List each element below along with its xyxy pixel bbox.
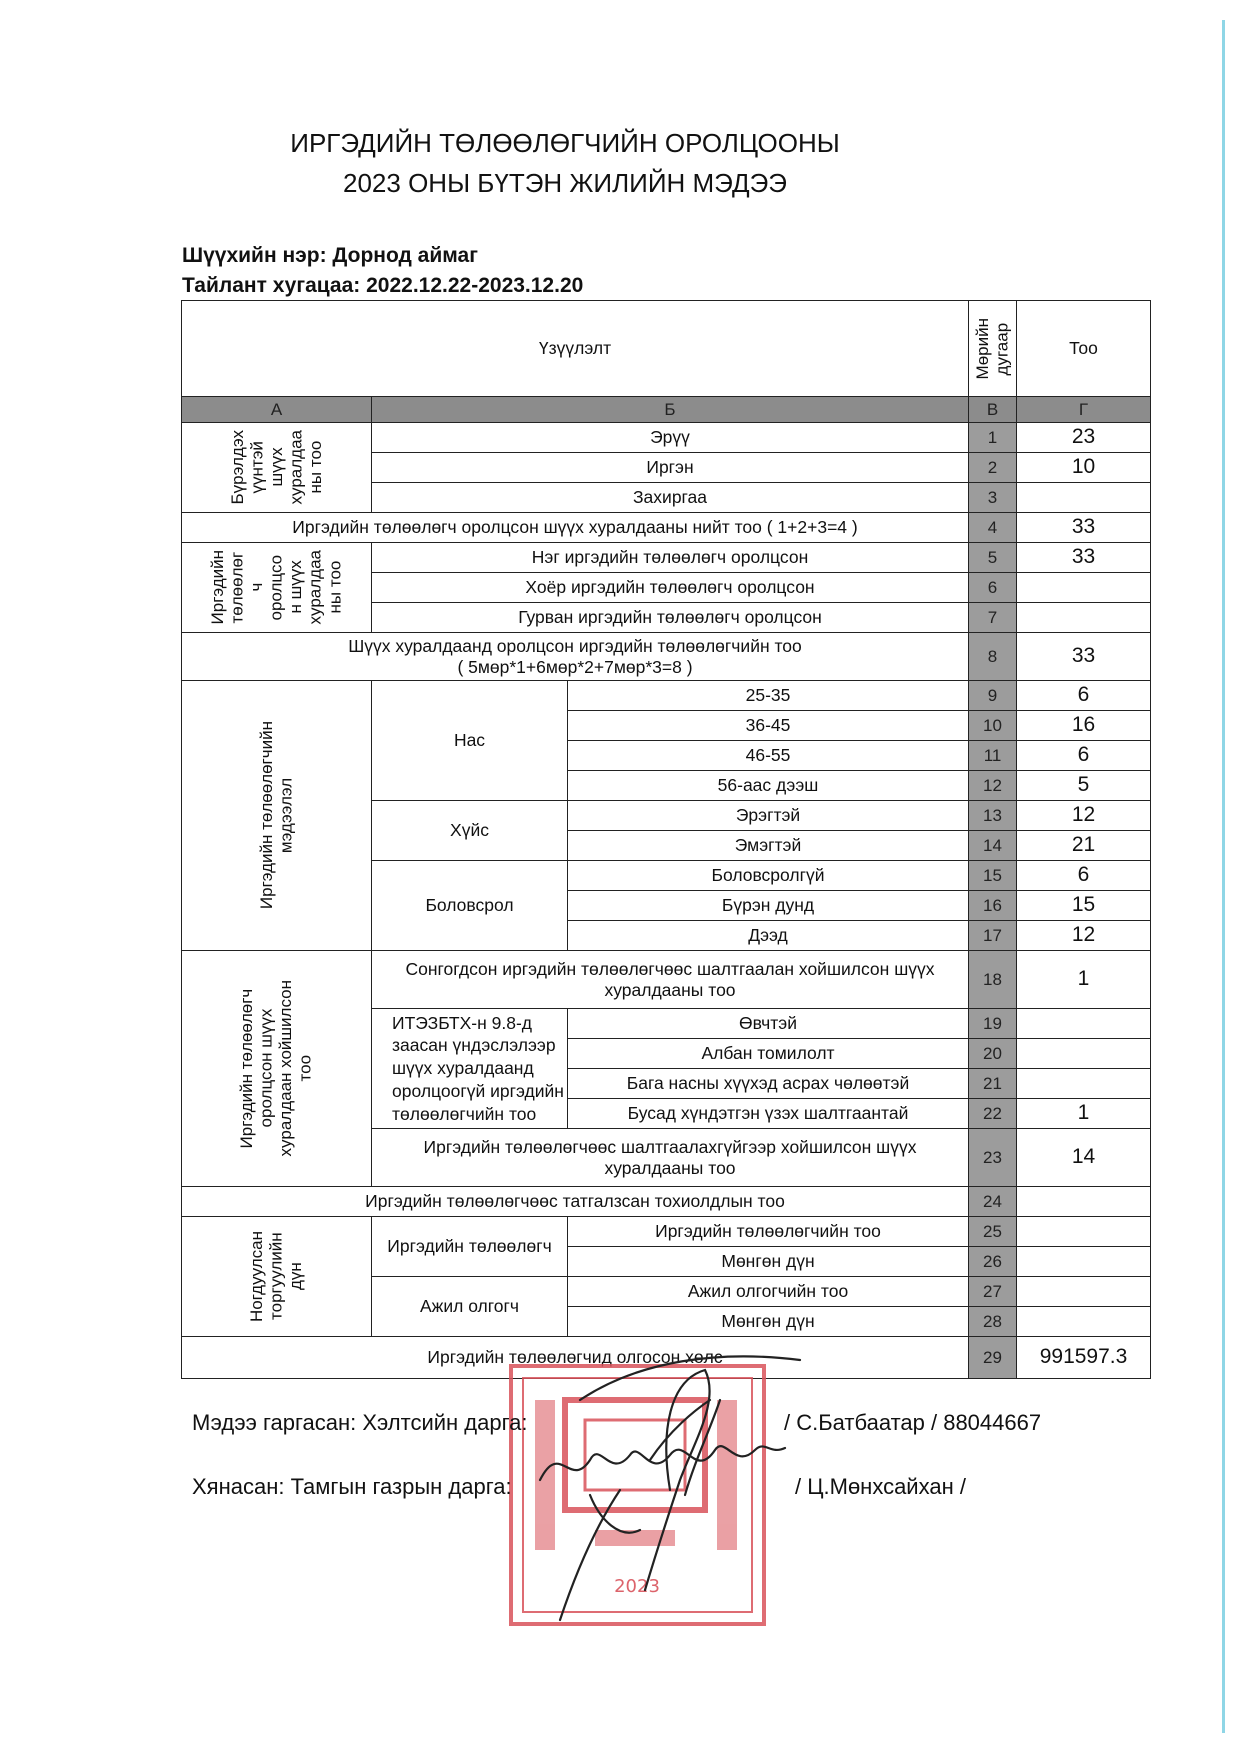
row-label: Иргэдийн төлөөлөгч оролцсон шүүх хуралдааны нийт тоо ( 1+2+3=4 ) bbox=[182, 513, 969, 543]
letter-g: Г bbox=[1017, 397, 1151, 423]
row-label: Сонгогдсон иргэдийн төлөөлөгчөөс шалтгаалан хойшилсон шүүх хуралдааны тоо bbox=[372, 951, 969, 1009]
row-value: 16 bbox=[1017, 711, 1151, 741]
reported-by-name: / С.Батбаатар / 88044667 bbox=[784, 1410, 1042, 1435]
row-number: 25 bbox=[969, 1217, 1017, 1247]
report-period: Тайлант хугацаа: 2022.12.22-2023.12.20 bbox=[182, 274, 584, 297]
reported-by-label: Мэдээ гаргасан: Хэлтсийн дарга: bbox=[192, 1410, 528, 1435]
row-value bbox=[1017, 1217, 1151, 1247]
table-row bbox=[182, 1217, 1151, 1247]
row-label: Захиргаа bbox=[372, 483, 969, 513]
letter-v: В bbox=[969, 397, 1017, 423]
table-row bbox=[182, 681, 1151, 711]
row-value: 14 bbox=[1017, 1129, 1151, 1187]
row-label: Өвчтэй bbox=[568, 1009, 969, 1039]
row-number: 12 bbox=[969, 771, 1017, 801]
row-number: 6 bbox=[969, 573, 1017, 603]
row-number: 16 bbox=[969, 891, 1017, 921]
row-number: 8 bbox=[969, 633, 1017, 681]
report-table bbox=[181, 300, 1151, 1379]
row-value: 15 bbox=[1017, 891, 1151, 921]
row-value bbox=[1017, 483, 1151, 513]
table-row bbox=[182, 633, 1151, 681]
subgroup-employer: Ажил олгогч bbox=[372, 1277, 568, 1337]
row-value: 6 bbox=[1017, 741, 1151, 771]
svg-text:2023: 2023 bbox=[614, 1576, 660, 1597]
group-label: Иргэдийн төлөөлөг ч оролцсо н шүүх хуралдаа ны тоо bbox=[182, 543, 372, 633]
row-label: Иргэдийн төлөөлөгчид олгосон хөлс bbox=[182, 1337, 969, 1379]
table-row bbox=[182, 951, 1151, 1009]
table-header-row bbox=[182, 301, 1151, 397]
row-label: Эрүү bbox=[372, 423, 969, 453]
row-value: 23 bbox=[1017, 423, 1151, 453]
row-label: Иргэн bbox=[372, 453, 969, 483]
row-label: Хоёр иргэдийн төлөөлөгч оролцсон bbox=[372, 573, 969, 603]
row-label: Гурван иргэдийн төлөөлөгч оролцсон bbox=[372, 603, 969, 633]
reviewed-by-name: / Ц.Мөнхсайхан / bbox=[795, 1474, 966, 1499]
letter-a: А bbox=[182, 397, 372, 423]
row-number: 20 bbox=[969, 1039, 1017, 1069]
row-label: Иргэдийн төлөөлөгчийн тоо bbox=[568, 1217, 969, 1247]
row-value bbox=[1017, 1277, 1151, 1307]
subgroup-gender: Хүйс bbox=[372, 801, 568, 861]
row-number: 9 bbox=[969, 681, 1017, 711]
row-number: 4 bbox=[969, 513, 1017, 543]
row-label: Эмэгтэй bbox=[568, 831, 969, 861]
row-number: 11 bbox=[969, 741, 1017, 771]
row-value: 991597.3 bbox=[1017, 1337, 1151, 1379]
row-number: 15 bbox=[969, 861, 1017, 891]
subgroup-representative: Иргэдийн төлөөлөгч bbox=[372, 1217, 568, 1277]
row-value bbox=[1017, 1069, 1151, 1099]
header-indicator: Үзүүлэлт bbox=[182, 301, 969, 397]
group-label: Иргэдийн төлөөлөгч оролцсон шүүх хуралдаан хойшилсон тоо bbox=[182, 951, 372, 1187]
row-number: 14 bbox=[969, 831, 1017, 861]
row-value bbox=[1017, 1247, 1151, 1277]
row-value bbox=[1017, 1039, 1151, 1069]
row-number: 13 bbox=[969, 801, 1017, 831]
table-row bbox=[182, 1187, 1151, 1217]
row-number: 18 bbox=[969, 951, 1017, 1009]
row-label: Эрэгтэй bbox=[568, 801, 969, 831]
row-value: 10 bbox=[1017, 453, 1151, 483]
row-value: 21 bbox=[1017, 831, 1151, 861]
row-label: Дээд bbox=[568, 921, 969, 951]
letter-b: Б bbox=[372, 397, 969, 423]
row-value bbox=[1017, 1307, 1151, 1337]
row-label: 36-45 bbox=[568, 711, 969, 741]
row-value: 1 bbox=[1017, 951, 1151, 1009]
reviewed-by-label: Хянасан: Тамгын газрын дарга: bbox=[192, 1474, 512, 1499]
row-label: Мөнгөн дүн bbox=[568, 1307, 969, 1337]
row-label: Бага насны хүүхэд асрах чөлөөтэй bbox=[568, 1069, 969, 1099]
group-label: Иргэдийн төлөөлөгчийн мэдээлэл bbox=[182, 681, 372, 951]
title-line-2: 2023 ОНЫ БҮТЭН ЖИЛИЙН МЭДЭЭ bbox=[343, 168, 787, 198]
row-value: 6 bbox=[1017, 861, 1151, 891]
row-number: 24 bbox=[969, 1187, 1017, 1217]
row-label: Иргэдийн төлөөлөгчөөс шалтгаалахгүйгээр хойшилсон шүүх хуралдааны тоо bbox=[372, 1129, 969, 1187]
row-value: 33 bbox=[1017, 633, 1151, 681]
row-value: 33 bbox=[1017, 543, 1151, 573]
table-row bbox=[182, 513, 1151, 543]
row-number: 23 bbox=[969, 1129, 1017, 1187]
court-name: Шүүхийн нэр: Дорнод аймаг bbox=[182, 244, 478, 267]
row-value: 12 bbox=[1017, 801, 1151, 831]
row-label: 56-аас дээш bbox=[568, 771, 969, 801]
row-label: Ажил олгогчийн тоо bbox=[568, 1277, 969, 1307]
row-label: Иргэдийн төлөөлөгчөөс татгалзсан тохиолдлын тоо bbox=[182, 1187, 969, 1217]
row-number: 10 bbox=[969, 711, 1017, 741]
row-label: Албан томилолт bbox=[568, 1039, 969, 1069]
page-edge-line bbox=[1222, 20, 1225, 1733]
row-label: 25-35 bbox=[568, 681, 969, 711]
title-line-1: ИРГЭДИЙН ТӨЛӨӨЛӨГЧИЙН ОРОЛЦООНЫ bbox=[290, 128, 840, 158]
row-number: 17 bbox=[969, 921, 1017, 951]
row-number: 1 bbox=[969, 423, 1017, 453]
row-number: 29 bbox=[969, 1337, 1017, 1379]
row-number: 3 bbox=[969, 483, 1017, 513]
handwritten-signature bbox=[520, 1340, 820, 1640]
row-label: Мөнгөн дүн bbox=[568, 1247, 969, 1277]
table-letter-row bbox=[182, 397, 1151, 423]
row-value: 12 bbox=[1017, 921, 1151, 951]
row-value: 6 bbox=[1017, 681, 1151, 711]
row-value bbox=[1017, 1187, 1151, 1217]
row-number: 26 bbox=[969, 1247, 1017, 1277]
subgroup-absence-reasons: ИТЭЗБТХ-н 9.8-д заасан үндэслэлээр шүүх хуралдаанд оролцоогүй иргэдийн төлөөлөгчийн тоо bbox=[372, 1009, 568, 1129]
row-number: 19 bbox=[969, 1009, 1017, 1039]
subgroup-education: Боловсрол bbox=[372, 861, 568, 951]
row-number: 22 bbox=[969, 1099, 1017, 1129]
header-count: Тоо bbox=[1017, 301, 1151, 397]
row-label: Шүүх хуралдаанд оролцсон иргэдийн төлөөлөгчийн тоо ( 5мөр*1+6мөр*2+7мөр*3=8 ) bbox=[182, 633, 969, 681]
group-label: Бүрэлдэх үүнтэй шүүх хуралдаа ны тоо bbox=[182, 423, 372, 513]
row-number: 7 bbox=[969, 603, 1017, 633]
group-label: Ногдуулсан торгуулийн дүн bbox=[182, 1217, 372, 1337]
row-value bbox=[1017, 1009, 1151, 1039]
row-value: 5 bbox=[1017, 771, 1151, 801]
row-label: Боловсролгүй bbox=[568, 861, 969, 891]
subgroup-age: Нас bbox=[372, 681, 568, 801]
row-label: 46-55 bbox=[568, 741, 969, 771]
row-number: 28 bbox=[969, 1307, 1017, 1337]
table-row bbox=[182, 423, 1151, 453]
row-number: 5 bbox=[969, 543, 1017, 573]
row-number: 21 bbox=[969, 1069, 1017, 1099]
row-value bbox=[1017, 603, 1151, 633]
row-number: 27 bbox=[969, 1277, 1017, 1307]
row-label: Бүрэн дунд bbox=[568, 891, 969, 921]
row-label: Бусад хүндэтгэн үзэх шалтгаантай bbox=[568, 1099, 969, 1129]
table-row bbox=[182, 543, 1151, 573]
header-row-number: Мөрийн дугаар bbox=[969, 301, 1017, 397]
row-value bbox=[1017, 573, 1151, 603]
row-number: 2 bbox=[969, 453, 1017, 483]
row-value: 1 bbox=[1017, 1099, 1151, 1129]
row-label: Нэг иргэдийн төлөөлөгч оролцсон bbox=[372, 543, 969, 573]
row-value: 33 bbox=[1017, 513, 1151, 543]
